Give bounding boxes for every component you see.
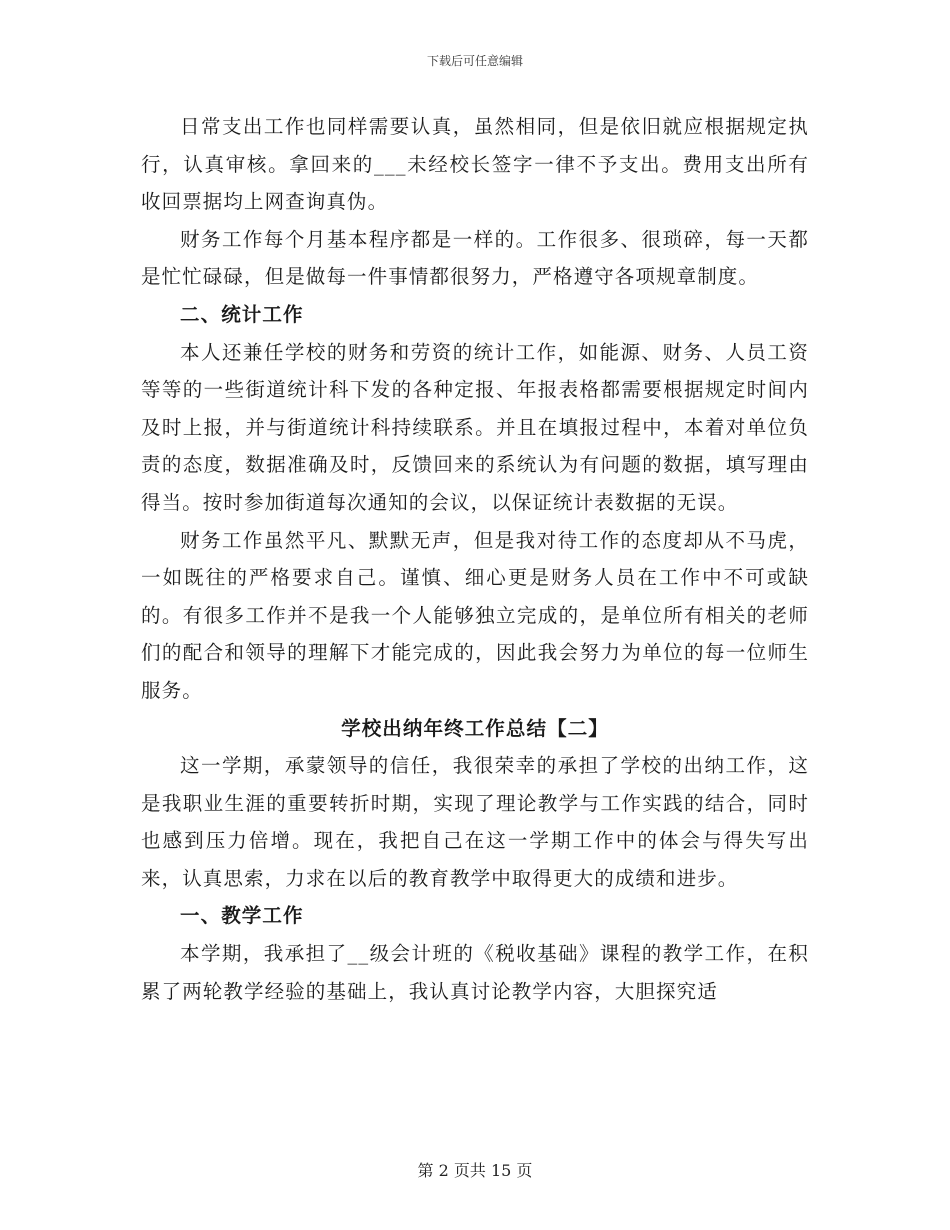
page-number: 第 2 页共 15 页	[417, 1161, 533, 1180]
paragraph-finance-attitude: 财务工作虽然平凡、默默无声，但是我对待工作的态度却从不马虎，一如既往的严格要求自己。谨慎、细心更是财务人员在工作中不可或缺的。有很多工作并不是我一个人能够独立完成的，是单位所有相关的老师们的配合和领导的理解下才能完成的，因此我会努力为单位的每一位师生服务。	[141, 528, 809, 702]
section-title: 学校出纳年终工作总结【二】	[341, 716, 609, 740]
page-header: 下载后可任意编辑	[426, 54, 523, 68]
paragraph-daily-expenses: 日常支出工作也同样需要认真，虽然相同，但是依旧就应根据规定执行，认真审核。拿回来的___未经校长签字一律不予支出。费用支出所有收回票据均上网查询真伪。	[141, 115, 809, 214]
heading-statistics: 二、统计工作	[180, 302, 304, 326]
paragraph-semester-intro: 这一学期，承蒙领导的信任，我很荣幸的承担了学校的出纳工作，这是我职业生涯的重要转折时期，实现了理论教学与工作实践的结合，同时也感到压力倍增。现在，我把自己在这一学期工作中的体会与得失写出来，认真思索，力求在以后的教育教学中取得更大的成绩和进步。	[141, 754, 809, 890]
paragraph-teaching-work: 本学期，我承担了__级会计班的《税收基础》课程的教学工作，在积累了两轮教学经验的基础上，我认真讨论教学内容，大胆探究适	[141, 942, 809, 1003]
document-body	[141, 108, 809, 1010]
heading-teaching: 一、教学工作	[180, 904, 304, 928]
paragraph-finance-routine: 财务工作每个月基本程序都是一样的。工作很多、很琐碎，每一天都是忙忙碌碌，但是做每一件事情都很努力，严格遵守各项规章制度。	[141, 227, 809, 289]
paragraph-statistics-work: 本人还兼任学校的财务和劳资的统计工作，如能源、财务、人员工资等等的一些街道统计科下发的各种定报、年报表格都需要根据规定时间内及时上报，并与街道统计科持续联系。并且在填报过程中，本着对单位负责的态度，数据准确及时，反馈回来的系统认为有问题的数据，填写理由得当。按时参加街道每次通知的会议，以保证统计表数据的无误。	[141, 340, 809, 514]
